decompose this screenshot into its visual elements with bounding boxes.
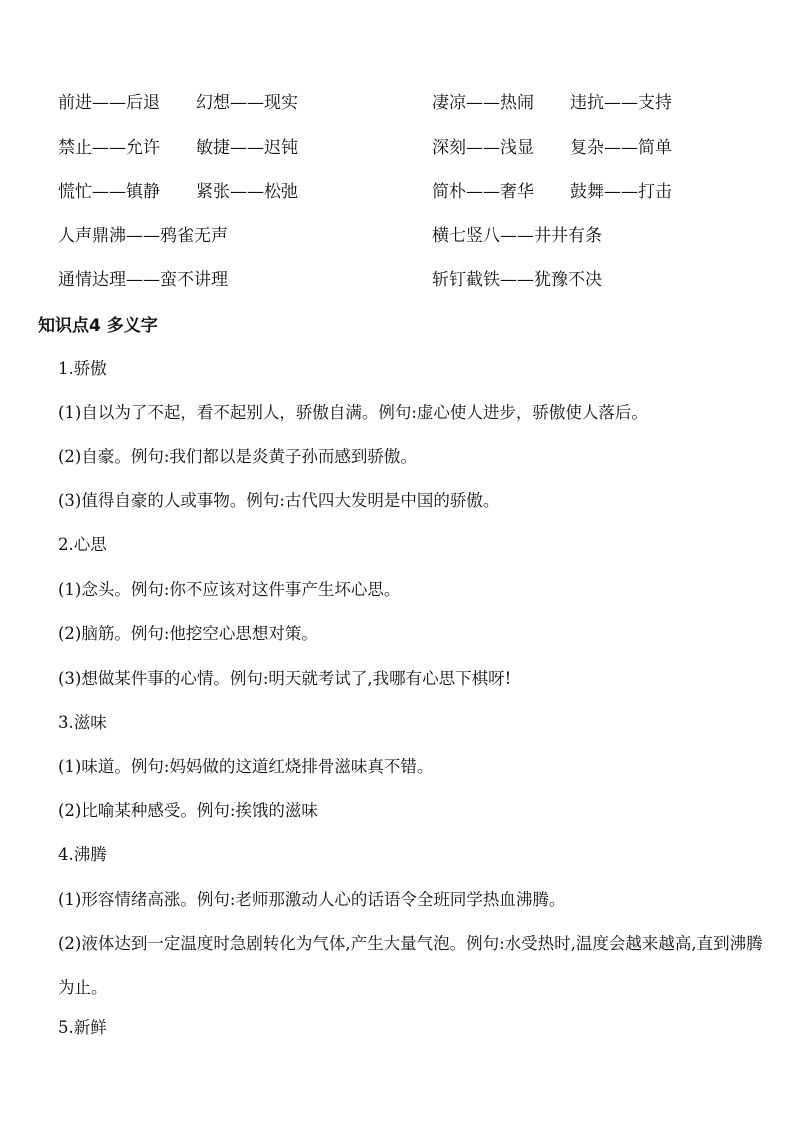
antonym-row [0, 221, 794, 251]
antonym-pair: 前进——后退 [58, 93, 160, 113]
entry-title: 1.骄傲 [58, 359, 107, 378]
entry-title: 5.新鲜 [58, 1018, 107, 1037]
definition-line: (2)比喻某种感受。例句:挨饿的滋味 [58, 801, 318, 820]
definition-line: (2)脑筋。例句:他挖空心思想对策。 [58, 624, 318, 643]
definition-line: (2)自豪。例句:我们都以是炎黄子孙而感到骄傲。 [58, 447, 417, 466]
antonym-pair: 通情达理——蛮不讲理 [58, 270, 228, 290]
definition-line: (1)味道。例句:妈妈做的这道红烧排骨滋味真不错。 [58, 757, 434, 776]
antonym-pair: 人声鼎沸——鸦雀无声 [58, 226, 228, 246]
antonym-row [0, 133, 794, 163]
definition-line: (3)值得自豪的人或事物。例句:古代四大发明是中国的骄傲。 [58, 491, 500, 510]
antonym-row [0, 88, 794, 118]
antonym-pair: 违抗——支持 [570, 93, 672, 113]
antonym-row [0, 265, 794, 295]
antonym-row [0, 177, 794, 207]
definition-line: (1)念头。例句:你不应该对这件事产生坏心思。 [58, 580, 401, 599]
antonym-pair: 简朴——奢华 [432, 182, 534, 202]
antonym-pair: 慌忙——镇静 [58, 182, 160, 202]
entry-title: 3.滋味 [58, 713, 107, 732]
antonym-pair: 深刻——浅显 [432, 138, 534, 158]
antonym-pair: 紧张——松弛 [196, 182, 298, 202]
entry-title: 4.沸腾 [58, 845, 107, 864]
definition-line: (1)自以为了不起，看不起别人，骄傲自满。例句:虚心使人进步，骄傲使人落后。 [58, 403, 648, 422]
antonym-pair: 横七竖八——井井有条 [432, 226, 602, 246]
antonym-pair: 凄凉——热闹 [432, 93, 534, 113]
antonym-pair: 幻想——现实 [196, 93, 298, 113]
antonym-pair: 斩钉截铁——犹豫不决 [432, 270, 602, 290]
definition-line: (2)液体达到一定温度时急剧转化为气体,产生大量气泡。例句:水受热时,温度会越来越高,直到沸腾为止。 [58, 934, 763, 997]
antonym-pair: 鼓舞——打击 [570, 182, 672, 202]
definition-line: (1)形容情绪高涨。例句:老师那激动人心的话语令全班同学热血沸腾。 [58, 890, 566, 909]
definition-line: (3)想做某件事的心情。例句:明天就考试了,我哪有心思下棋呀! [58, 669, 512, 688]
antonym-pair: 敏捷——迟钝 [196, 138, 298, 158]
antonym-pair: 禁止——允许 [58, 138, 160, 158]
antonym-pair: 复杂——简单 [570, 138, 672, 158]
entry-title: 2.心思 [58, 535, 107, 554]
section-heading: 知识点4 多义字 [38, 316, 158, 336]
